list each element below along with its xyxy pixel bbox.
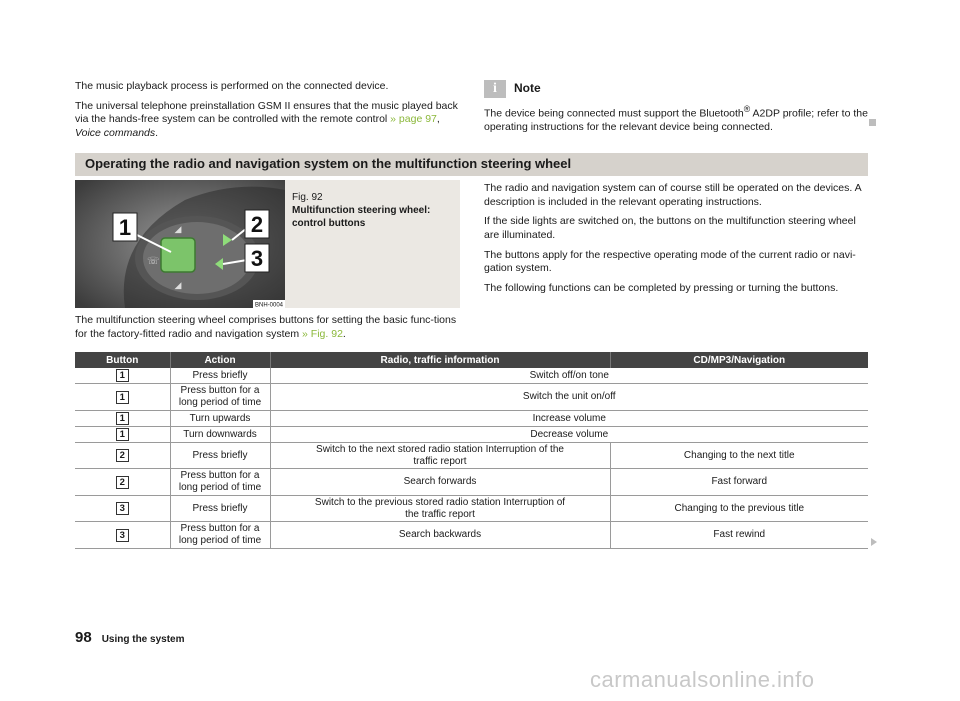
note-text [484,104,869,135]
green-control-button [161,238,195,272]
intro-p2-comma: , [436,113,440,126]
table-row [75,469,868,496]
right-paragraph-2: If the side lights are switched on, the buttons on the multifunction steering wheel are illuminated. [484,215,856,241]
intro-p2-text: The universal telephone preinstallation GSM II ensures that the music played back via the hands-free system can be controlled with the remote control [75,99,458,126]
table-row [75,368,868,384]
button-key: 1 [116,369,129,382]
button-key: 2 [116,476,129,489]
watermark: carmanualsonline.info [590,667,815,692]
function-cell: Increase volume [270,411,868,427]
function-cell: Switch off/on tone [270,368,868,384]
header-button: Button [75,352,170,368]
action-cell: Press button for a long period of time [170,384,270,411]
registered-mark: ® [743,104,751,114]
header-radio: Radio, traffic information [270,352,610,368]
table-row [75,384,868,411]
button-cell [75,443,170,469]
action-cell: Press button for a long period of time [170,469,270,496]
button-cell [75,427,170,443]
figure-caption [292,191,452,230]
table-row [75,411,868,427]
radio-cell: Switch to the previous stored radio station Interruption of the traffic report [270,496,610,522]
right-paragraph-1: The radio and navigation system can of course still be operated on the devices. A description is included in the relevant operating instructions. [484,182,862,208]
radio-cell: Switch to the next stored radio station Interruption of the traffic report [270,443,610,469]
button-cell [75,496,170,522]
button-functions-table [75,352,868,549]
cd-cell: Fast forward [610,469,868,496]
action-cell: Press briefly [170,368,270,384]
note-box [484,80,869,135]
intro-paragraph-2 [75,100,465,141]
button-key: 3 [116,529,129,542]
svg-text:◢: ◢ [174,281,182,291]
action-cell: Press button for a long period of time [170,522,270,549]
header-cd: CD/MP3/Navigation [610,352,868,368]
button-cell [75,522,170,549]
voice-commands-ref: Voice commands [75,126,156,139]
button-key: 1 [116,391,129,404]
figure-description [75,314,465,341]
button-cell [75,411,170,427]
note-text-end: A2DP profile; refer to the operating instructions for the relevant device being connected. [484,107,868,134]
button-key: 2 [116,449,129,462]
action-cell: Press briefly [170,496,270,522]
right-paragraph-3: The buttons apply for the respective operating mode of the current radio or navi-gation system. [484,248,856,275]
figure-title: Multifunction steering wheel: control buttons [292,205,431,229]
continue-arrow-icon [871,538,877,546]
footer-title: Using the system [101,634,185,645]
section-end-square-icon [869,119,876,126]
note-title: Note [514,81,541,96]
callout-3: 3 [250,246,264,271]
page-97-link[interactable]: » page 97 [390,113,437,126]
intro-text [75,80,465,147]
cd-cell: Changing to the previous title [610,496,868,522]
svg-text:☏: ☏ [147,256,160,267]
fig-92-link[interactable]: » Fig. 92 [302,327,343,340]
page-number: 98 [75,629,92,646]
table-row [75,427,868,443]
intro-paragraph-1: The music playback process is performed on the connected device. [75,80,389,92]
radio-cell: Search backwards [270,522,610,549]
table-row [75,522,868,549]
figure-description-text: The multifunction steering wheel comprises buttons for setting the basic func-tions for the factory-fitted radio and navigation system [75,314,457,340]
note-text-start: The device being connected must support the Bluetooth [484,107,744,120]
table-row [75,496,868,522]
cd-cell: Changing to the next title [610,443,868,469]
note-header [484,80,869,98]
info-icon: i [484,80,506,98]
cd-cell: Fast rewind [610,522,868,549]
button-cell [75,469,170,496]
figure-code: BNH-0004 [254,302,284,308]
page-footer [75,628,185,648]
table-row [75,443,868,469]
action-cell: Turn downwards [170,427,270,443]
right-paragraph-4: The following functions can be completed by pressing or turning the buttons. [484,281,839,294]
intro-p2-end: . [155,126,159,139]
section-heading: Operating the radio and navigation system on the multifunction steering wheel [75,153,868,176]
button-cell [75,384,170,411]
button-key: 1 [116,428,129,441]
button-cell [75,368,170,384]
button-key: 3 [116,502,129,515]
figure-label: Fig. 92 [292,192,323,203]
button-key: 1 [116,412,129,425]
figure-description-end: . [342,327,346,340]
action-cell: Press briefly [170,443,270,469]
steering-wheel-illustration [75,180,285,308]
action-cell: Turn upwards [170,411,270,427]
header-action: Action [170,352,270,368]
table-header-row [75,352,868,368]
svg-text:◢: ◢ [174,225,182,235]
function-cell: Decrease volume [270,427,868,443]
callout-2: 2 [250,212,264,237]
right-column-text [484,182,869,301]
function-cell: Switch the unit on/off [270,384,868,411]
callout-1: 1 [118,215,132,240]
radio-cell: Search forwards [270,469,610,496]
